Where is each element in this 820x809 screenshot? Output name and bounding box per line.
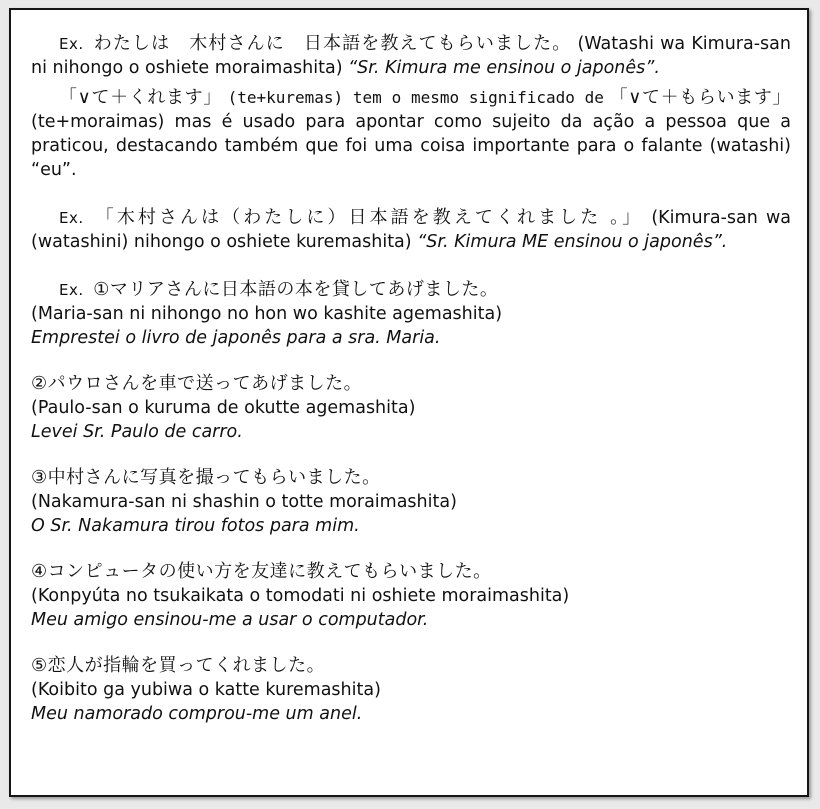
romaji-text-cont: Kimura-san ni nihongo o oshiete moraimashita) xyxy=(31,34,791,78)
example-label: Ex. xyxy=(59,209,84,227)
example-japanese xyxy=(31,278,791,302)
example-translation: O Sr. Nakamura tirou fotos para mim. xyxy=(31,516,360,536)
example-japanese: ②パウロさんを車で送ってあげました。 xyxy=(31,373,363,394)
example-label: Ex. xyxy=(59,281,84,299)
example-1 xyxy=(31,278,791,350)
example-translation: Meu amigo ensinou-me a usar o computador. xyxy=(31,610,429,630)
example-japanese: ③中村さんに写真を撮ってもらいました。 xyxy=(31,467,381,488)
example-3 xyxy=(31,466,791,538)
example-4 xyxy=(31,560,791,632)
romaji-text: (Kimura-san wa (watashini) nihongo o oshiete kuremashita) xyxy=(31,208,791,252)
japanese-sentence: 「木村さんは（わたしに）日本語を教えてくれました 。」 xyxy=(95,207,644,228)
explanation-text: (te+kuremas) tem o mesmo significado de xyxy=(227,88,604,107)
document-frame xyxy=(9,8,809,797)
paragraph-explanation xyxy=(31,86,791,182)
example-romaji: (Paulo-san o kuruma de okutte agemashita) xyxy=(31,398,416,418)
example-2 xyxy=(31,372,791,444)
romaji-text: (Watashi wa xyxy=(577,34,686,54)
translation-text: “Sr. Kimura ME ensinou o japonês”. xyxy=(417,232,728,252)
example-romaji: (Maria-san ni nihongo no hon wo kashite agemashita) xyxy=(31,304,503,324)
paragraph-example-kuremashita xyxy=(31,206,791,254)
example-translation: Meu namorado comprou-me um anel. xyxy=(31,704,363,724)
paragraph-example-moraimashita xyxy=(31,32,791,80)
example-japanese: ⑤恋人が指輪を買ってくれました。 xyxy=(31,655,326,676)
example-romaji: (Konpyúta no tsukaikata o tomodati ni oshiete moraimashita) xyxy=(31,586,570,606)
example-label: Ex. xyxy=(59,35,84,53)
example-romaji: (Nakamura-san ni shashin o totte moraimashita) xyxy=(31,492,457,512)
example-5 xyxy=(31,654,791,726)
translation-text: “Sr. Kimura me ensinou o japonês”. xyxy=(348,58,660,78)
example-translation: Levei Sr. Paulo de carro. xyxy=(31,422,243,442)
japanese-pattern-kuremasu: 「∨て＋くれます」 xyxy=(59,87,222,108)
example-romaji: (Koibito ga yubiwa o katte kuremashita) xyxy=(31,680,381,700)
japanese-sentence: わたしは 木村さんに 日本語を教えてもらいました。 xyxy=(93,33,572,54)
japanese-pattern-moraimasu: 「∨て＋もらいます」 xyxy=(609,87,791,108)
example-japanese: ④コンピュータの使い方を友達に教えてもらいました。 xyxy=(31,561,492,582)
japanese-sentence: ①マリアさんに日本語の本を貸してあげました。 xyxy=(93,279,499,300)
example-translation: Emprestei o livro de japonês para a sra. Maria. xyxy=(31,328,441,348)
document-body xyxy=(31,32,791,726)
explanation-text-cont: (te+moraimas) mas é usado para apontar como sujeito da ação a pessoa que a praticou, destacando também que foi uma coisa importante para o falante (watashi) “eu”. xyxy=(31,112,791,180)
